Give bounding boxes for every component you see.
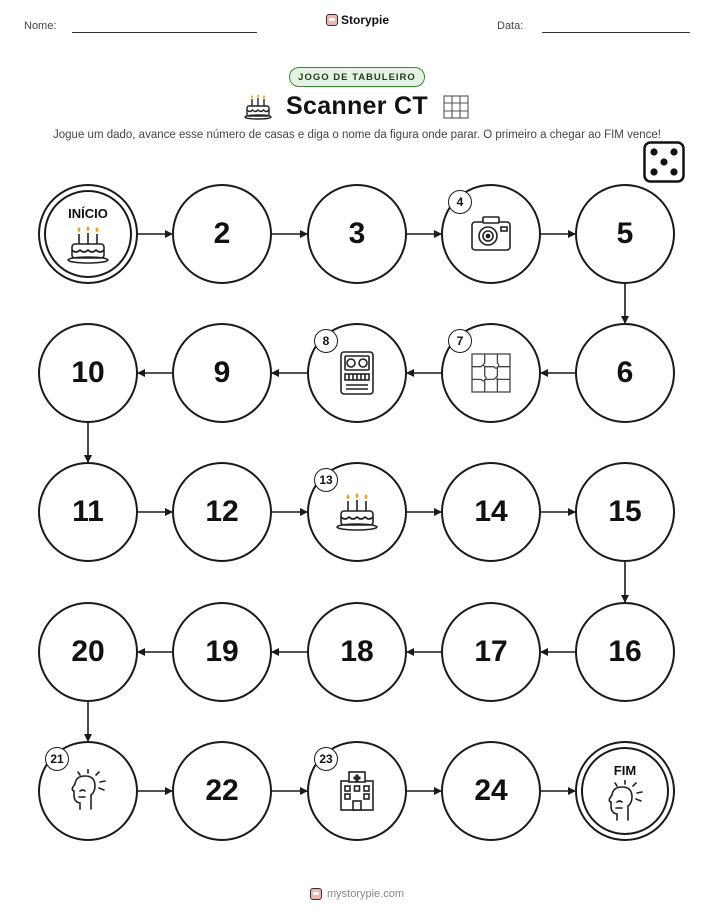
space-number: 24 — [474, 774, 508, 807]
board-space-18 — [307, 602, 407, 702]
page-title: Scanner CT — [286, 92, 428, 120]
space-number-badge: 21 — [45, 747, 69, 771]
instructions: Jogue um dado, avance esse número de casas e diga o nome da figura onde parar. O primeiro a chegar ao FIM vence! — [53, 129, 661, 141]
name-label: Nome: — [24, 20, 57, 32]
board-space-11 — [38, 462, 138, 562]
space-number: 2 — [213, 217, 231, 250]
space-number: 9 — [213, 356, 231, 389]
machine-icon — [337, 349, 377, 397]
space-number: 20 — [71, 635, 105, 668]
puzzle-icon — [469, 351, 513, 395]
space-number: 11 — [72, 495, 104, 528]
cake-icon — [66, 225, 110, 265]
board-space-21 — [38, 741, 138, 841]
board-space-12 — [172, 462, 272, 562]
finish-space — [575, 741, 675, 841]
start-space — [38, 184, 138, 284]
space-number-badge: 4 — [448, 190, 472, 214]
date-label: Data: — [497, 20, 524, 32]
headache-icon — [66, 769, 110, 813]
board-space-24 — [441, 741, 541, 841]
space-number: 5 — [616, 217, 634, 250]
footer-url[interactable]: mystorypie.com — [326, 888, 405, 900]
board-space-5 — [575, 184, 675, 284]
board-space-4 — [441, 184, 541, 284]
space-number-badge: 23 — [314, 747, 338, 771]
space-number: 16 — [608, 635, 642, 668]
space-number: 22 — [205, 774, 239, 807]
space-number: 17 — [474, 635, 508, 668]
board-space-23 — [307, 741, 407, 841]
board-space-17 — [441, 602, 541, 702]
board-space-3 — [307, 184, 407, 284]
game-tag: JOGO DE TABULEIRO — [289, 67, 425, 87]
board-space-14 — [441, 462, 541, 562]
cake-icon — [335, 492, 379, 532]
space-number-badge: 7 — [448, 329, 472, 353]
board-space-13 — [307, 462, 407, 562]
space-number: 14 — [474, 495, 508, 528]
board-space-19 — [172, 602, 272, 702]
finish-label: FIM — [613, 763, 637, 778]
brand-name: Storypie — [341, 13, 390, 27]
camera-icon — [468, 213, 514, 255]
board-space-15 — [575, 462, 675, 562]
space-number: 12 — [205, 495, 239, 528]
space-number: 18 — [340, 635, 374, 668]
board-space-16 — [575, 602, 675, 702]
space-number-badge: 13 — [314, 468, 338, 492]
board-space-10 — [38, 323, 138, 423]
space-number: 10 — [71, 356, 105, 389]
board-space-8 — [307, 323, 407, 423]
hospital-icon — [335, 769, 379, 813]
space-number: 19 — [205, 635, 239, 668]
board-space-22 — [172, 741, 272, 841]
space-number-badge: 8 — [314, 329, 338, 353]
board-space-9 — [172, 323, 272, 423]
board-space-6 — [575, 323, 675, 423]
board-space-2 — [172, 184, 272, 284]
start-label: INÍCIO — [68, 206, 108, 221]
board-space-7 — [441, 323, 541, 423]
headache-icon — [603, 780, 647, 824]
space-number: 6 — [616, 356, 634, 389]
footer — [0, 888, 714, 900]
space-number: 15 — [608, 495, 642, 528]
space-number: 3 — [348, 217, 366, 250]
board-space-20 — [38, 602, 138, 702]
storypie-logo-icon — [310, 888, 322, 900]
